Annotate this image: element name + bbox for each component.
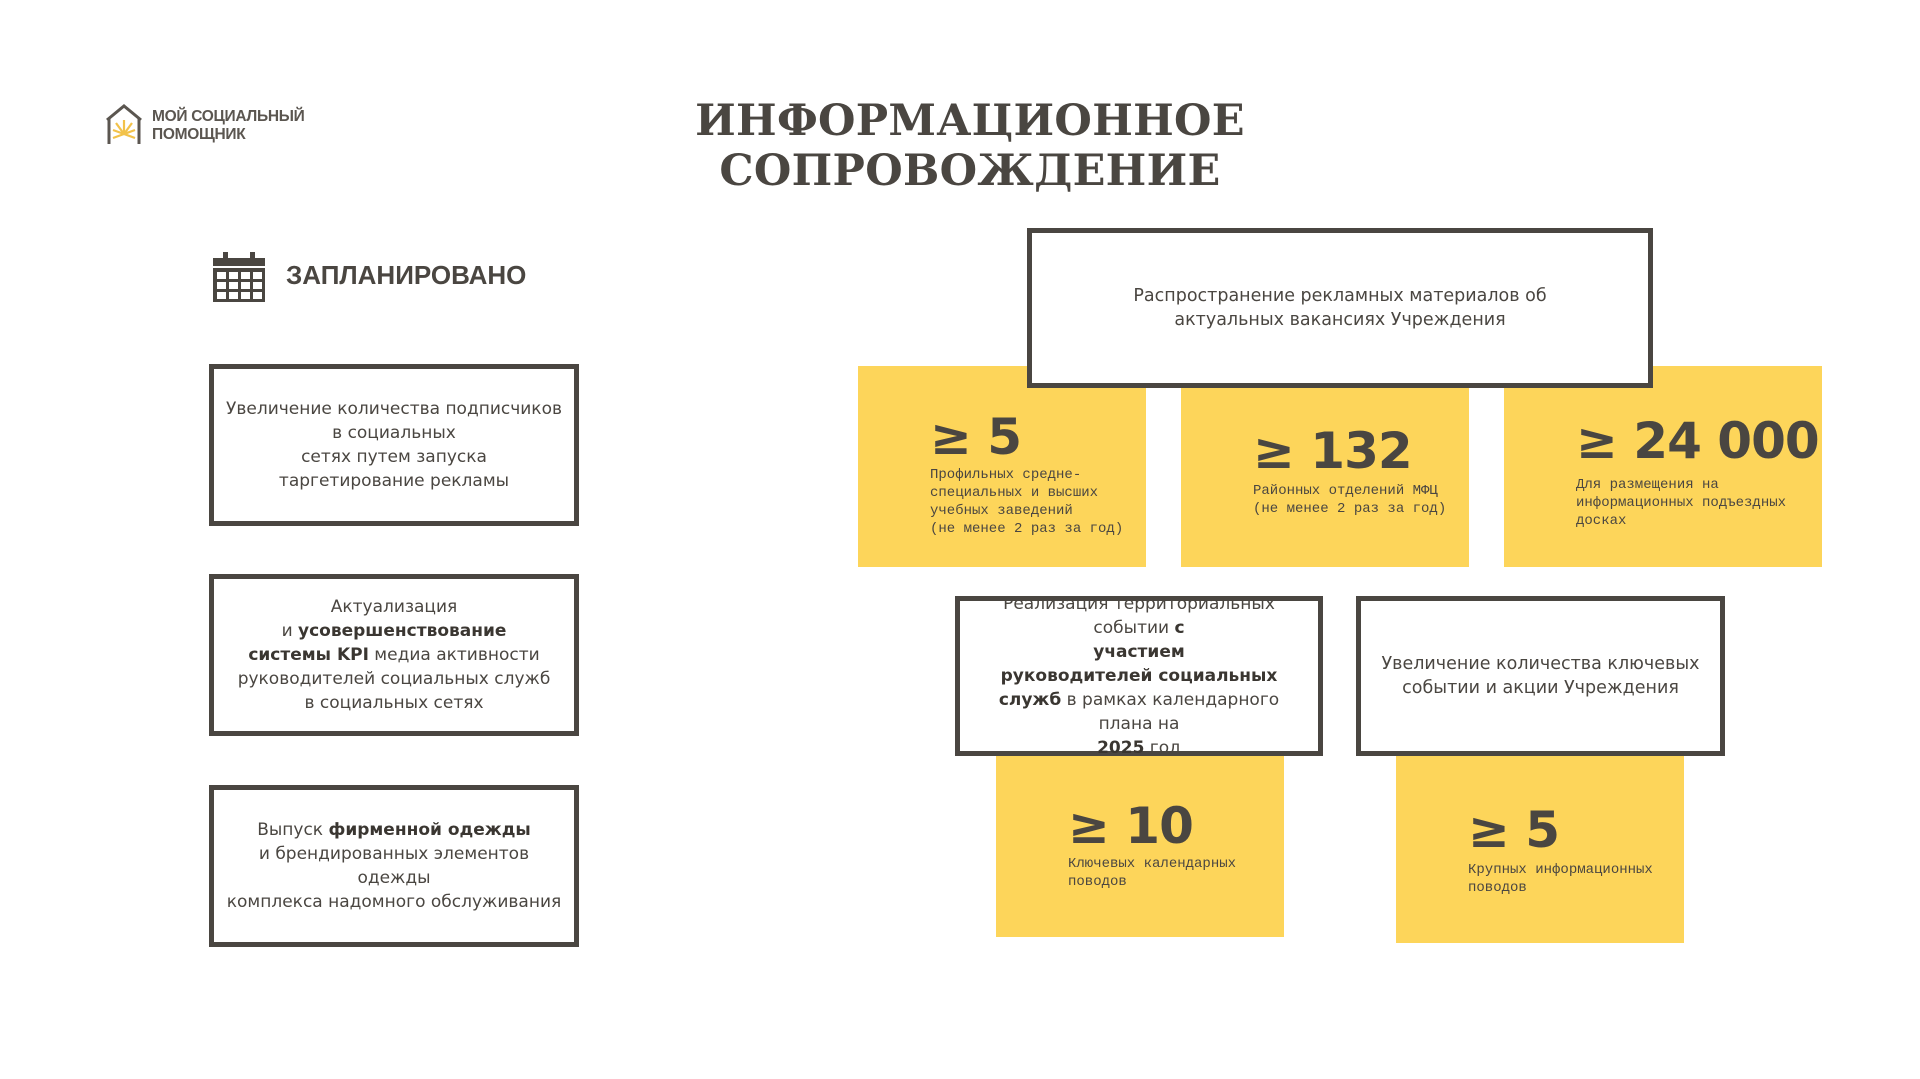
stat-desc <box>1253 482 1446 518</box>
territorial-events-box <box>955 596 1323 756</box>
stat-desc-line: учебных заведений <box>930 503 1073 519</box>
event-bold: служб <box>998 690 1062 710</box>
stat-value: ≥ 5 <box>930 408 1022 466</box>
logo-line-1: МОЙ СОЦИАЛЬНЫЙ <box>152 108 305 125</box>
stat-value: ≥ 5 <box>1468 801 1560 859</box>
stat-card-boards <box>1504 366 1822 567</box>
stat-desc-line: поводов <box>1068 874 1127 890</box>
plan-item-bold: системы KPI <box>248 645 369 665</box>
plan-item-bold: усовершенствование <box>298 621 507 641</box>
logo <box>104 102 304 152</box>
event-text <box>970 640 1308 664</box>
event-bold: 2025 <box>1097 738 1145 758</box>
event-text <box>970 592 1308 640</box>
plan-item-kpi <box>209 574 579 736</box>
plan-item-text: в социальных сетях <box>304 693 484 713</box>
key-events-box <box>1356 596 1725 756</box>
stat-desc <box>1468 861 1653 897</box>
stat-desc-line: (не менее 2 раз за год) <box>930 521 1124 537</box>
logo-text <box>152 108 312 144</box>
plan-item-text: Увеличение количества подписчиков в социальных <box>225 399 562 443</box>
stat-desc-line: информационных подъездных <box>1576 495 1787 511</box>
event-text: Увеличение количества ключевых <box>1381 654 1700 674</box>
page-title: ИНФОРМАЦИОННОЕ СОПРОВОЖДЕНИЕ <box>695 96 1245 196</box>
stat-desc <box>1576 476 1786 530</box>
stat-value: ≥ 132 <box>1253 422 1412 480</box>
stat-value: ≥ 10 <box>1068 797 1193 855</box>
stat-desc-line: специальных и высших <box>930 485 1099 501</box>
plan-item-text: таргетирование рекламы <box>278 471 510 491</box>
calendar-icon <box>211 250 267 304</box>
vacancy-ads-text: актуальных вакансиях Учреждения <box>1174 310 1506 330</box>
house-sun-logo-icon <box>104 102 144 146</box>
stat-desc-line: Для размещения на <box>1576 477 1719 493</box>
plan-item-text: и брендированных элементов одежды <box>258 844 530 888</box>
plan-item-text: руководителей социальных служб <box>237 669 551 689</box>
event-text <box>970 664 1308 688</box>
logo-line-2: ПОМОЩНИК <box>152 126 246 143</box>
stat-desc-line: Профильных средне- <box>930 467 1082 483</box>
plan-item-text <box>238 619 551 643</box>
event-text: Реализация территориальных событии <box>1003 594 1275 638</box>
event-bold: участием <box>1093 642 1185 662</box>
plan-item-text: комплекса надомного обслуживания <box>226 892 562 912</box>
plan-item-uniform <box>209 785 579 947</box>
stat-card-info-events <box>1396 755 1684 943</box>
stat-desc-line: Крупных информационных <box>1468 862 1653 878</box>
event-bold: с <box>1174 618 1185 638</box>
plan-item-text: медиа активности <box>368 645 540 665</box>
stat-desc-line: (не менее 2 раз за год) <box>1253 501 1447 517</box>
vacancy-ads-text: Распространение рекламных материалов об <box>1133 286 1547 306</box>
stat-desc-line: Районных отделений МФЦ <box>1253 483 1438 499</box>
planned-label: ЗАПЛАНИРОВАНО <box>286 260 527 290</box>
event-text <box>970 736 1308 760</box>
stat-value: ≥ 24 000 <box>1576 412 1819 470</box>
vacancy-ads-box <box>1027 228 1653 388</box>
plan-item-text: сетях путем запуска <box>301 447 487 467</box>
plan-item-text: Актуализация <box>330 597 458 617</box>
event-text: в рамках календарного плана на <box>1061 690 1280 734</box>
stat-card-mfc <box>1181 384 1469 567</box>
plan-item-bold: фирменной одежды <box>328 820 531 840</box>
stat-desc-line: поводов <box>1468 880 1527 896</box>
stat-desc <box>930 466 1123 538</box>
stat-desc-line: Ключевых календарных <box>1068 856 1237 872</box>
stat-card-education <box>858 366 1146 567</box>
event-text: год <box>1144 738 1181 758</box>
plan-item-text: Выпуск <box>257 820 329 840</box>
plan-item-subscribers <box>209 364 579 526</box>
stat-desc <box>1068 855 1236 891</box>
plan-item-text <box>238 643 551 667</box>
event-text <box>970 688 1308 736</box>
plan-item-text: и <box>281 621 299 641</box>
event-bold: руководителей социальных <box>1000 666 1278 686</box>
plan-item-text <box>224 818 564 842</box>
stat-card-calendar-events <box>996 755 1284 937</box>
stat-desc-line: досках <box>1576 513 1627 529</box>
event-text: событии и акции Учреждения <box>1402 678 1679 698</box>
